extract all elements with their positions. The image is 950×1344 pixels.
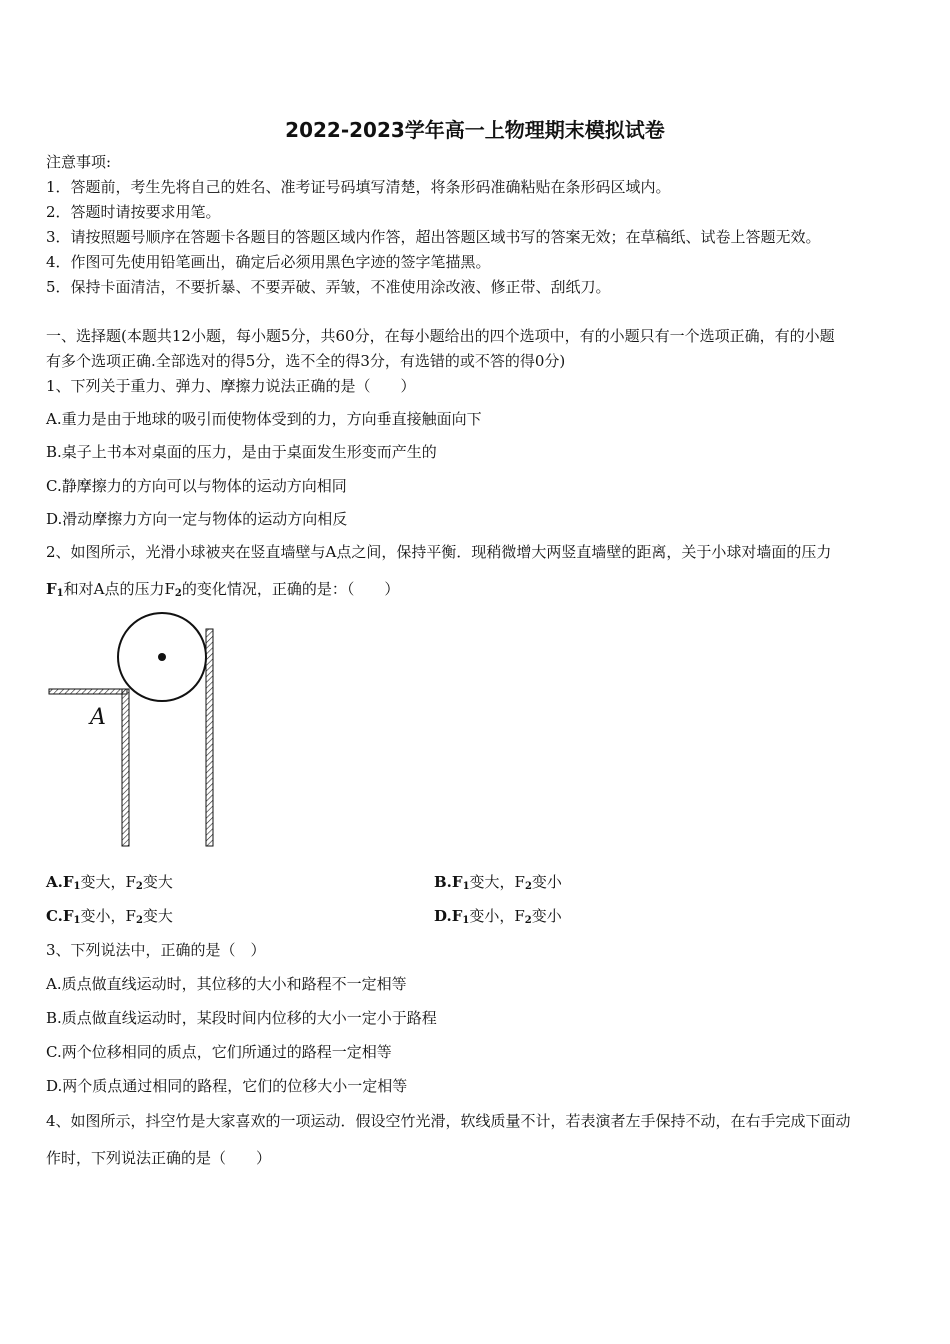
q3-option-a: A.质点做直线运动时，其位移的大小和路程不一定相等 [46,975,407,993]
q2-c-pre: C.F [46,907,74,925]
q2-stem-line2 [46,579,399,604]
q2-d-sub2: 2 [524,915,532,926]
q2-b-mid: 变大，F [469,873,525,891]
q2-c-sub2: 2 [135,915,143,926]
q2-c-sub1: 1 [73,915,81,926]
q2-d-mid: 变小，F [469,907,525,925]
q3-option-d: D.两个质点通过相同的路程，它们的位移大小一定相等 [46,1077,408,1095]
q2-b-sub2: 2 [524,881,532,892]
q2-b-sub1: 1 [462,881,470,892]
notice-item-5: 5．保持卡面清洁，不要折暴、不要弄破、弄皱，不准使用涂改液、修正带、刮纸刀。 [46,278,611,296]
q1-option-d: D.滑动摩擦力方向一定与物体的运动方向相反 [46,510,348,528]
right-wall-shape [206,629,213,846]
q2-c-post: 变大 [142,907,173,925]
q1-option-a: A.重力是由于地球的吸引而使物体受到的力，方向垂直接触面向下 [46,410,482,428]
ledge-shape [49,689,127,694]
q4-stem-line1: 4、如图所示，抖空竹是大家喜欢的一项运动．假设空竹光滑，软线质量不计，若表演者左手保持不动，在右手完成下面动 [46,1112,851,1130]
q3-stem: 3、下列说法中，正确的是（ ） [46,941,266,959]
q2-stem-line1: 2、如图所示，光滑小球被夹在竖直墙壁与A点之间，保持平衡．现稍微增大两竖直墙壁的距离，关于小球对墙面的压力 [46,543,832,561]
left-wall-shape [122,689,129,846]
q2-stem-mid: 和对A点的压力F [63,580,175,598]
q2-a-post: 变大 [142,873,173,891]
q2-a-sub1: 1 [73,881,81,892]
q2-d-pre: D.F [434,907,463,925]
q3-option-b: B.质点做直线运动时，某段时间内位移的大小一定小于路程 [46,1009,437,1027]
point-a-label: A [90,705,106,730]
notice-item-4: 4．作图可先使用铅笔画出，确定后必须用黑色字迹的签字笔描黑。 [46,253,491,271]
q2-c-mid: 变小，F [80,907,136,925]
notice-item-2: 2．答题时请按要求用笔。 [46,203,221,221]
q2-option-b [434,872,562,897]
q2-a-pre: A.F [46,873,74,891]
q3-option-c: C.两个位移相同的质点，它们所通过的路程一定相等 [46,1043,392,1061]
q2-b-pre: B.F [434,873,463,891]
q1-option-b: B.桌子上书本对桌面的压力，是由于桌面发生形变而产生的 [46,443,437,461]
ball-center-dot [158,653,166,661]
q2-f-symbol: F [46,580,57,598]
notice-item-1: 1．答题前，考生先将自己的姓名、准考证号码填写清楚，将条形码准确粘贴在条形码区域内。 [46,178,671,196]
section-instructions-line1: 一、选择题(本题共12小题，每小题5分，共60分，在每小题给出的四个选项中，有的小题只有一个选项正确，有的小题 [46,327,835,345]
q4-stem-line2: 作时，下列说法正确的是（ ） [46,1149,272,1167]
q2-option-c [46,906,173,931]
q2-d-sub1: 1 [462,915,470,926]
section-instructions-line2: 有多个选项正确.全部选对的得5分，选不全的得3分，有选错的或不答的得0分) [46,352,566,370]
q2-option-a [46,872,173,897]
page-title: 2022-2023学年高一上物理期末模拟试卷 [285,118,665,142]
q2-a-mid: 变大，F [80,873,136,891]
q1-stem: 1、下列关于重力、弹力、摩擦力说法正确的是（ ） [46,377,416,395]
q2-option-d [434,906,562,931]
q2-f-sub1: 1 [56,588,64,599]
q2-b-post: 变小 [531,873,562,891]
q2-figure [40,605,240,855]
q2-a-sub2: 2 [135,881,143,892]
q1-option-c: C.静摩擦力的方向可以与物体的运动方向相同 [46,477,347,495]
q2-f-sub2: 2 [174,588,182,599]
notice-heading: 注意事项: [46,153,112,171]
q2-d-post: 变小 [531,907,562,925]
q2-stem-suffix: 的变化情况，正确的是：（ ） [181,580,400,598]
notice-item-3: 3．请按照题号顺序在答题卡各题目的答题区域内作答，超出答题区域书写的答案无效；在草稿纸、试卷上答题无效。 [46,228,821,246]
